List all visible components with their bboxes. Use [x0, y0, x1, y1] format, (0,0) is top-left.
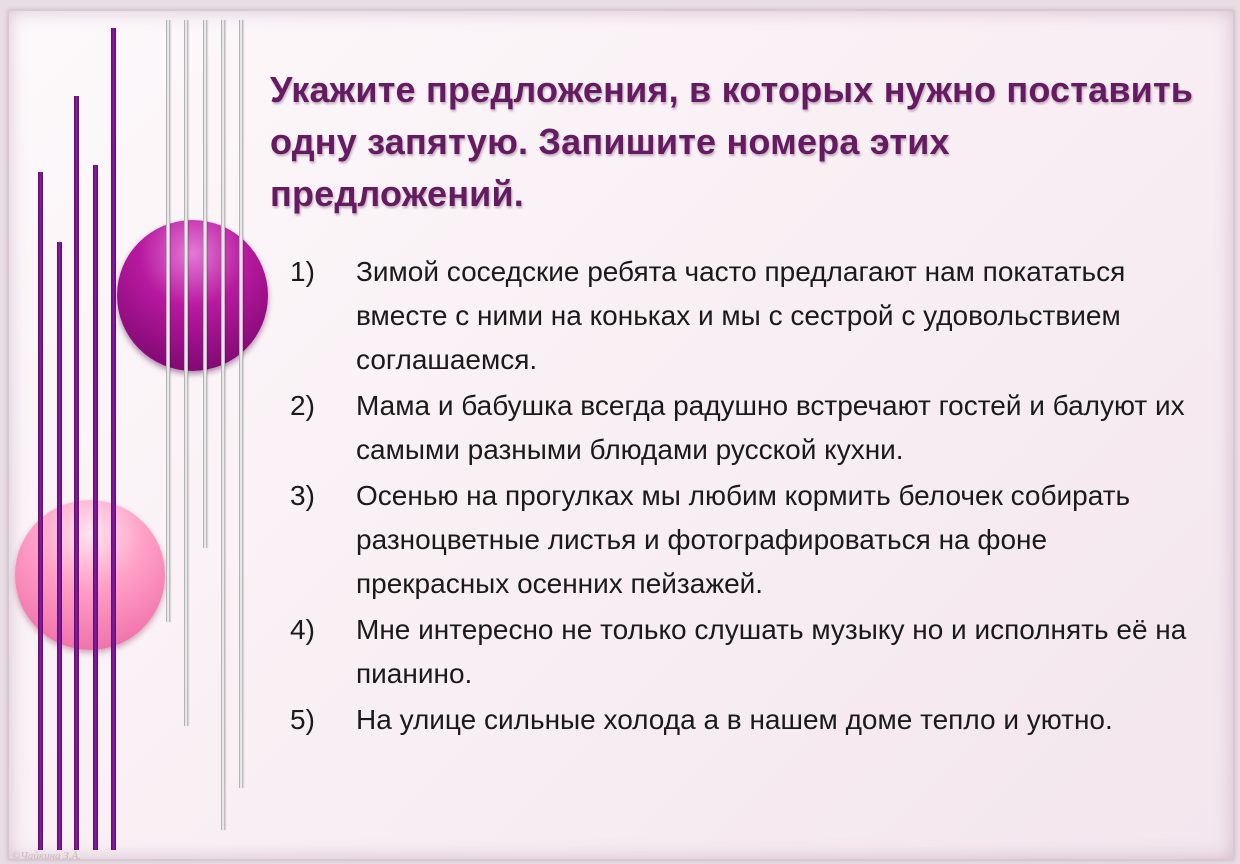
- silver-line: [203, 20, 207, 548]
- item-text: Мне интересно не только слушать музыку но и исполнять её на пианино.: [356, 614, 1187, 689]
- sentence-list: [290, 250, 1200, 744]
- silver-line: [221, 20, 225, 830]
- item-text: Осенью на прогулках мы любим кормить белочек собирать разноцветные листья и фотографироваться на фоне прекрасных осенних пейзажей.: [356, 480, 1131, 599]
- purple-line: [74, 96, 79, 850]
- list-item: [290, 608, 1200, 696]
- item-number: 5): [290, 704, 315, 735]
- item-number: 1): [290, 256, 315, 287]
- list-item: [290, 250, 1200, 382]
- list-item: [290, 474, 1200, 606]
- list-item: [290, 698, 1200, 742]
- silver-line: [184, 20, 188, 726]
- item-number: 2): [290, 390, 315, 421]
- item-text: Зимой соседские ребята часто предлагают нам покататься вместе с ними на коньках и мы с сестрой с удовольствием соглашаемся.: [356, 256, 1126, 375]
- item-number: 4): [290, 614, 315, 645]
- item-number: 3): [290, 480, 315, 511]
- item-text: На улице сильные холода а в нашем доме тепло и уютно.: [356, 704, 1113, 735]
- purple-line: [111, 28, 116, 850]
- list-item: [290, 384, 1200, 472]
- item-text: Мама и бабушка всегда радушно встречают гостей и балуют их самыми разными блюдами русской кухни.: [356, 390, 1185, 465]
- silver-line: [239, 20, 243, 788]
- purple-line: [38, 172, 43, 850]
- slide-title: Укажите предложения, в которых нужно поставить одну запятую. Запишите номера этих предложений.: [270, 69, 1194, 214]
- author-watermark: ©Чайкина З.А.: [12, 850, 81, 862]
- purple-line: [57, 242, 62, 850]
- silver-line: [166, 20, 170, 622]
- magenta-circle: [117, 220, 268, 371]
- purple-line: [93, 165, 98, 850]
